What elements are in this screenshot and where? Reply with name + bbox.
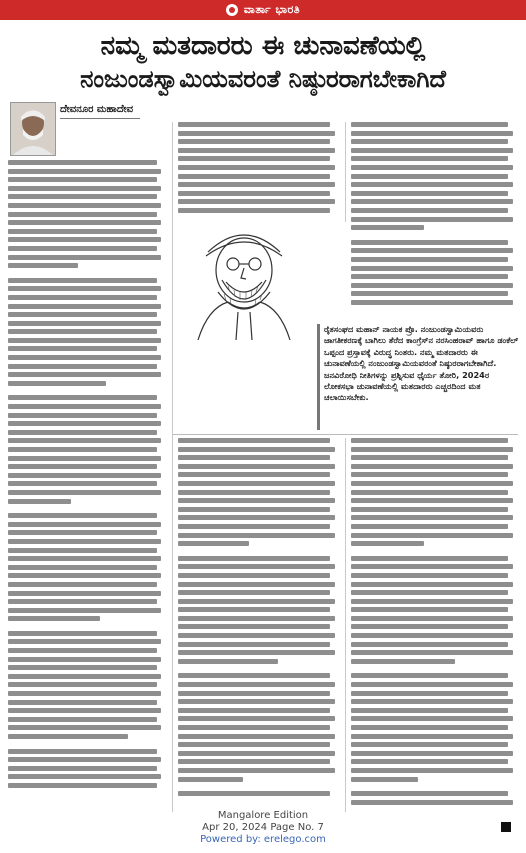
text-line (351, 642, 508, 647)
text-line (351, 156, 508, 161)
text-line (8, 329, 157, 334)
text-line (8, 639, 161, 644)
text-line (8, 456, 161, 461)
text-line (8, 321, 161, 326)
text-line (8, 674, 161, 679)
text-line (351, 759, 508, 764)
text-line (351, 777, 418, 782)
text-line (8, 548, 157, 553)
text-line (178, 515, 335, 520)
body-text-column-3-top (351, 122, 518, 318)
text-line (351, 725, 508, 730)
text-line (178, 139, 330, 144)
pull-quote: ರೈತಸಂಘದ ಮಹಾನ್ ನಾಯಕ ಪ್ರೊ. ನಂಜುಂಡಸ್ವಾಮಿಯವರು ಜಾಗತೀಕರಣಕ್ಕೆ ಬಾಗಿಲು ತೆರೆದ ಕಾಂಗ್ರೆಸ್‌ನ ನರಸಿಂಹರಾವ್ ಹಾಗೂ ಡಂಕೆಲ್ ಒಪ್ಪಂದ ಪ್ರಸ್ತಾವಕ್ಕೆ ವಿರುದ್ಧ ನಿಂತರು. ನಮ್ಮ ಮತದಾರರು ಈ ಚುನಾವಣೆಯಲ್ಲಿ ನಂಜುಂಡಸ್ವಾಮಿಯವರಂತೆ ನಿಷ್ಠುರರಾಗಬೇಕಾಗಿದೆ. ಜನವಿರೋಧಿ ನೀತಿಗಳನ್ನು ಪ್ರಶ್ನಿಸುವ ಧೈರ್ಯ ತೋರಿ, 2024ರ ಲೋಕಸಭಾ ಚುನಾವಣೆಯಲ್ಲಿ ಮತದಾರರು ಎಚ್ಚರದಿಂದ ಮತ ಚಲಾಯಿಸಬೇಕು. (324, 324, 519, 403)
text-line (351, 257, 508, 262)
text-line (8, 160, 157, 165)
text-line (351, 139, 508, 144)
body-text-column-2-bottom (178, 438, 340, 812)
text-line (351, 291, 508, 296)
text-line (178, 716, 335, 721)
text-line (178, 131, 335, 136)
text-line (8, 499, 71, 504)
text-line (8, 657, 161, 662)
text-line (178, 682, 335, 687)
text-line (351, 524, 508, 529)
masthead-title: ವಾರ್ತಾ ಭಾರತಿ (243, 3, 301, 16)
text-line (178, 573, 330, 578)
text-line (8, 700, 157, 705)
text-line (351, 148, 513, 153)
text-line (178, 708, 330, 713)
text-line (178, 199, 335, 204)
text-line (351, 515, 513, 520)
text-line (8, 338, 161, 343)
text-line (351, 438, 508, 443)
page-footer (0, 810, 526, 846)
article-headline (8, 32, 518, 93)
text-line (351, 122, 508, 127)
text-line (351, 533, 513, 538)
text-line (351, 300, 513, 305)
text-line (178, 582, 335, 587)
text-line (8, 665, 157, 670)
text-line (8, 556, 161, 561)
text-line (178, 624, 330, 629)
text-line (351, 174, 508, 179)
text-line (178, 791, 330, 796)
text-line (178, 759, 330, 764)
text-line (8, 263, 78, 268)
text-line (351, 490, 508, 495)
text-line (351, 734, 513, 739)
text-line (178, 472, 330, 477)
text-line (8, 404, 161, 409)
text-line (351, 199, 513, 204)
text-line (8, 212, 157, 217)
text-line (8, 582, 157, 587)
text-line (8, 364, 157, 369)
text-line (8, 682, 157, 687)
text-line (178, 742, 330, 747)
text-line (178, 633, 335, 638)
text-line (178, 564, 335, 569)
headline-line-2: ನಂಜುಂಡಸ್ವಾಮಿಯವರಂತೆ ನಿಷ್ಠುರರಾಗಬೇಕಾಗಿದೆ (80, 64, 446, 93)
body-text-column-2-top (178, 122, 340, 220)
text-line (351, 556, 508, 561)
text-line (351, 455, 508, 460)
text-line (8, 599, 157, 604)
text-line (8, 447, 157, 452)
text-line (178, 768, 335, 773)
masthead (0, 0, 526, 20)
text-line (351, 225, 424, 230)
text-line (178, 673, 330, 678)
text-line (178, 165, 335, 170)
text-line (351, 742, 508, 747)
text-line (178, 590, 330, 595)
text-line (351, 791, 508, 796)
text-line (351, 208, 508, 213)
text-line (8, 304, 161, 309)
text-line (8, 608, 161, 613)
text-line (178, 691, 330, 696)
text-line (178, 659, 278, 664)
text-line (351, 624, 508, 629)
text-line (351, 564, 513, 569)
section-rule (173, 434, 518, 435)
text-line (8, 522, 161, 527)
edition-label: Mangalore Edition (217, 810, 309, 821)
headline-line-1: ನಮ್ಮ ಮತದಾರರು ಈ ಚುನಾವಣೆಯಲ್ಲಿ (100, 31, 426, 61)
text-line (178, 464, 335, 469)
paragraph-gap (8, 743, 166, 749)
illustration-portrait (178, 222, 310, 340)
text-line (178, 455, 330, 460)
text-line (351, 673, 508, 678)
text-line (178, 507, 330, 512)
date-page-label: Apr 20, 2024 Page No. 7 (202, 822, 324, 833)
text-line (8, 203, 161, 208)
text-line (8, 513, 157, 518)
text-line (8, 395, 157, 400)
pull-quote-bar (317, 324, 320, 430)
text-line (351, 573, 508, 578)
text-line (178, 777, 243, 782)
column-divider (345, 438, 346, 812)
text-line (178, 174, 330, 179)
text-line (351, 616, 513, 621)
text-line (8, 346, 157, 351)
text-line (8, 381, 106, 386)
text-line (351, 165, 513, 170)
text-line (8, 648, 157, 653)
text-line (8, 177, 157, 182)
text-line (178, 481, 335, 486)
text-line (351, 699, 513, 704)
text-line (8, 255, 161, 260)
text-line (178, 734, 335, 739)
text-line (8, 438, 161, 443)
text-line (351, 682, 513, 687)
text-line (8, 631, 157, 636)
byline-rule (60, 118, 140, 119)
text-line (351, 447, 513, 452)
text-line (351, 751, 513, 756)
powered-by-link[interactable]: Powered by: erelego.com (200, 834, 326, 845)
newspaper-page (8, 26, 518, 818)
text-line (178, 607, 330, 612)
text-line (8, 565, 157, 570)
text-line (178, 182, 335, 187)
text-line (8, 186, 161, 191)
text-line (8, 295, 157, 300)
text-line (351, 599, 513, 604)
text-line (8, 237, 161, 242)
text-line (178, 556, 330, 561)
text-line (351, 507, 508, 512)
text-line (178, 438, 330, 443)
text-line (351, 464, 513, 469)
text-line (8, 229, 157, 234)
text-line (8, 430, 157, 435)
column-divider (172, 122, 173, 812)
text-line (8, 421, 161, 426)
text-line (178, 533, 335, 538)
text-line (8, 591, 161, 596)
text-line (8, 530, 157, 535)
paragraph-gap (8, 625, 166, 631)
text-line (178, 725, 330, 730)
text-line (351, 240, 508, 245)
text-line (8, 413, 157, 418)
text-line (351, 182, 513, 187)
text-line (8, 708, 161, 713)
text-line (8, 749, 157, 754)
text-line (178, 650, 335, 655)
text-line (8, 616, 100, 621)
text-line (351, 481, 513, 486)
text-line (8, 783, 157, 788)
text-line (8, 774, 161, 779)
text-line (8, 725, 161, 730)
text-line (8, 286, 161, 291)
text-line (8, 473, 161, 478)
text-line (351, 541, 424, 546)
text-line (178, 498, 335, 503)
text-line (351, 191, 508, 196)
text-line (8, 757, 161, 762)
text-line (178, 191, 330, 196)
text-line (178, 148, 335, 153)
column-divider (345, 122, 346, 222)
text-line (351, 650, 513, 655)
text-line (8, 278, 157, 283)
text-line (8, 490, 161, 495)
text-line (178, 156, 330, 161)
text-line (8, 573, 161, 578)
text-line (351, 708, 508, 713)
text-line (8, 355, 161, 360)
text-line (8, 766, 157, 771)
text-line (8, 734, 128, 739)
text-line (351, 283, 513, 288)
text-line (8, 372, 161, 377)
text-line (351, 274, 508, 279)
text-line (351, 633, 513, 638)
paragraph-gap (178, 550, 340, 556)
text-line (351, 582, 513, 587)
text-line (351, 800, 513, 805)
text-line (8, 246, 157, 251)
text-line (178, 642, 330, 647)
text-line (8, 539, 161, 544)
text-line (178, 616, 335, 621)
newspaper-logo-icon (226, 4, 238, 16)
paragraph-gap (351, 234, 518, 240)
text-line (178, 490, 330, 495)
text-line (178, 122, 330, 127)
body-text-column-3-bottom (351, 438, 518, 818)
text-line (351, 716, 513, 721)
text-line (351, 217, 513, 222)
text-line (351, 590, 508, 595)
text-line (351, 768, 513, 773)
text-line (351, 498, 513, 503)
text-line (351, 266, 513, 271)
text-line (351, 248, 513, 253)
text-line (178, 541, 249, 546)
text-line (8, 194, 157, 199)
text-line (351, 691, 508, 696)
text-line (8, 717, 157, 722)
text-line (8, 481, 157, 486)
text-line (351, 131, 513, 136)
paragraph-gap (8, 272, 166, 278)
author-photo (10, 102, 56, 156)
portrait-sketch-icon (178, 222, 310, 340)
text-line (351, 607, 508, 612)
text-line (8, 691, 161, 696)
author-byline: ದೇವನೂರ ಮಹಾದೇವ (60, 104, 134, 115)
text-line (351, 472, 508, 477)
text-line (8, 169, 161, 174)
paragraph-gap (351, 550, 518, 556)
text-line (178, 447, 335, 452)
text-line (178, 524, 330, 529)
text-line (178, 599, 335, 604)
body-text-column-1 (8, 160, 166, 812)
text-line (178, 208, 330, 213)
author-portrait-icon (11, 103, 55, 155)
text-line (8, 312, 157, 317)
text-line (178, 699, 335, 704)
text-line (8, 464, 157, 469)
text-line (351, 659, 455, 664)
text-line (8, 220, 161, 225)
text-line (178, 751, 335, 756)
